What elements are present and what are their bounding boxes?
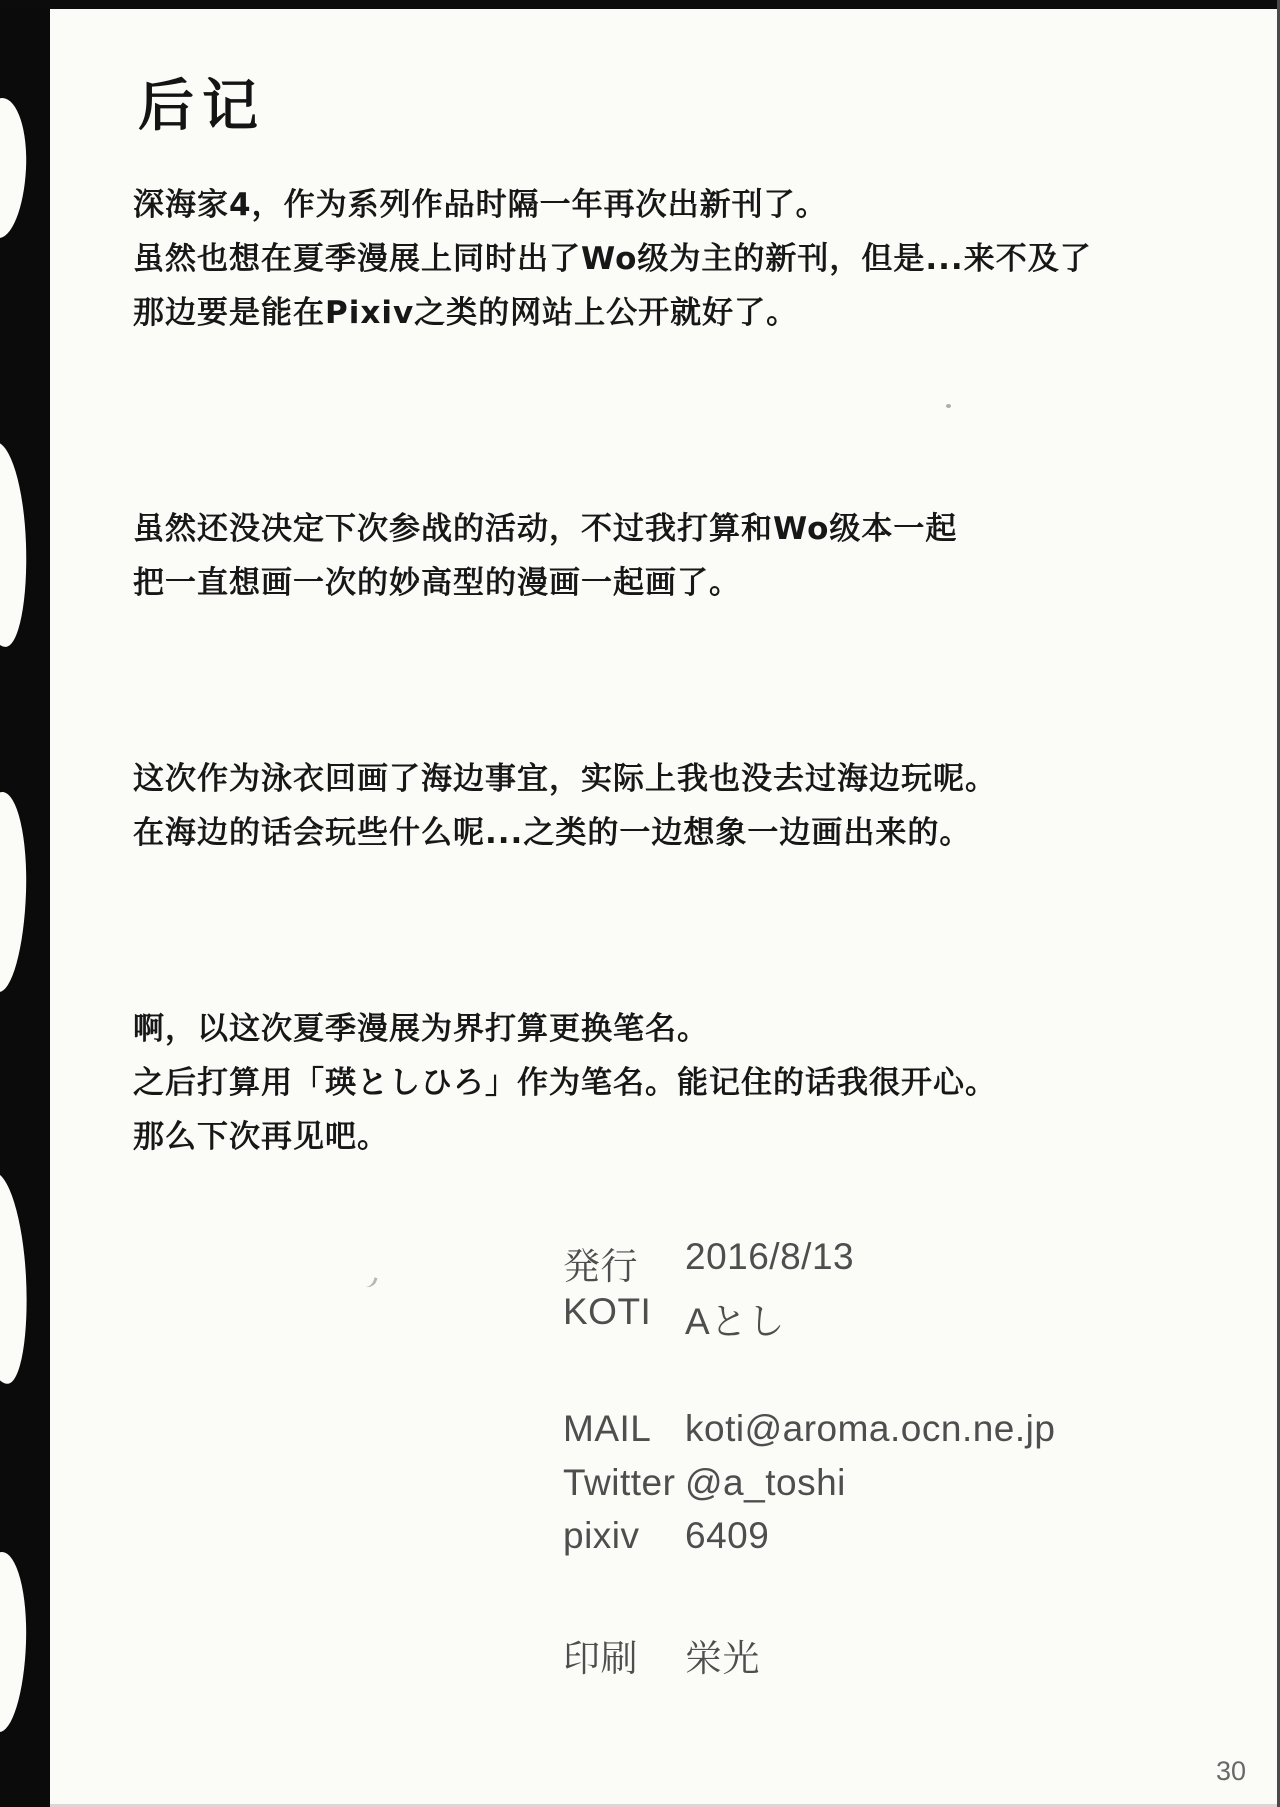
paragraph-1	[133, 178, 1193, 340]
paragraph-line: 那边要是能在Pixiv之类的网站上公开就好了。	[133, 295, 799, 331]
scan-edge-gap	[0, 791, 29, 993]
paragraph-line: 啊，以这次夏季漫展为界打算更换笔名。	[133, 1011, 709, 1047]
colophon-label: 発行	[563, 1246, 638, 1287]
paragraph-line: 深海家4，作为系列作品时隔一年再次出新刊了。	[133, 187, 828, 223]
colophon-label: KOTI	[563, 1291, 652, 1332]
scan-edge-left	[0, 0, 50, 1807]
scan-edge-gap	[0, 97, 30, 240]
paragraph-line: 那么下次再见吧。	[133, 1119, 389, 1155]
colophon-label: 印刷	[563, 1638, 638, 1679]
colophon-value: Aとし	[685, 1301, 786, 1342]
colophon-label: Twitter	[563, 1462, 676, 1503]
paragraph-4	[133, 1002, 1193, 1164]
colophon-value: 2016/8/13	[685, 1236, 855, 1277]
colophon-row-circle	[563, 1291, 785, 1345]
colophon-value: koti@aroma.ocn.ne.jp	[685, 1408, 1056, 1449]
colophon-label: pixiv	[563, 1515, 640, 1556]
colophon-row-mail	[563, 1408, 1055, 1450]
scan-speck	[946, 404, 951, 408]
paragraph-line: 把一直想画一次的妙高型的漫画一起画了。	[133, 565, 741, 601]
colophon-value: 栄光	[685, 1638, 760, 1679]
colophon-value: 6409	[685, 1515, 770, 1556]
scan-edge-top	[0, 0, 1280, 9]
colophon-row-twitter	[563, 1462, 846, 1504]
scan-edge-gap	[0, 441, 30, 648]
paragraph-line: 这次作为泳衣回画了海边事宜，实际上我也没去过海边玩呢。	[133, 761, 997, 797]
colophon-value: @a_toshi	[685, 1462, 846, 1503]
colophon-row-printer	[563, 1628, 760, 1682]
paragraph-line: 虽然还没决定下次参战的活动，不过我打算和Wo级本一起	[133, 511, 958, 547]
paragraph-line: 之后打算用「瑛としひろ」作为笔名。能记住的话我很开心。	[133, 1065, 997, 1101]
paragraph-3	[133, 752, 1193, 860]
scan-edge-gap	[0, 1171, 32, 1385]
colophon-row-pixiv	[563, 1515, 769, 1557]
paragraph-line: 虽然也想在夏季漫展上同时出了Wo级为主的新刊，但是...来不及了	[133, 241, 1092, 277]
page-number: 30	[1216, 1756, 1247, 1786]
scan-speck	[362, 1274, 377, 1289]
paragraph-2	[133, 502, 1193, 610]
colophon-row-publish	[563, 1236, 854, 1290]
page-title: 后记	[138, 74, 266, 139]
colophon-label: MAIL	[563, 1408, 652, 1449]
paragraph-line: 在海边的话会玩些什么呢...之类的一边想象一边画出来的。	[133, 815, 972, 851]
scan-edge-gap	[0, 1551, 29, 1733]
